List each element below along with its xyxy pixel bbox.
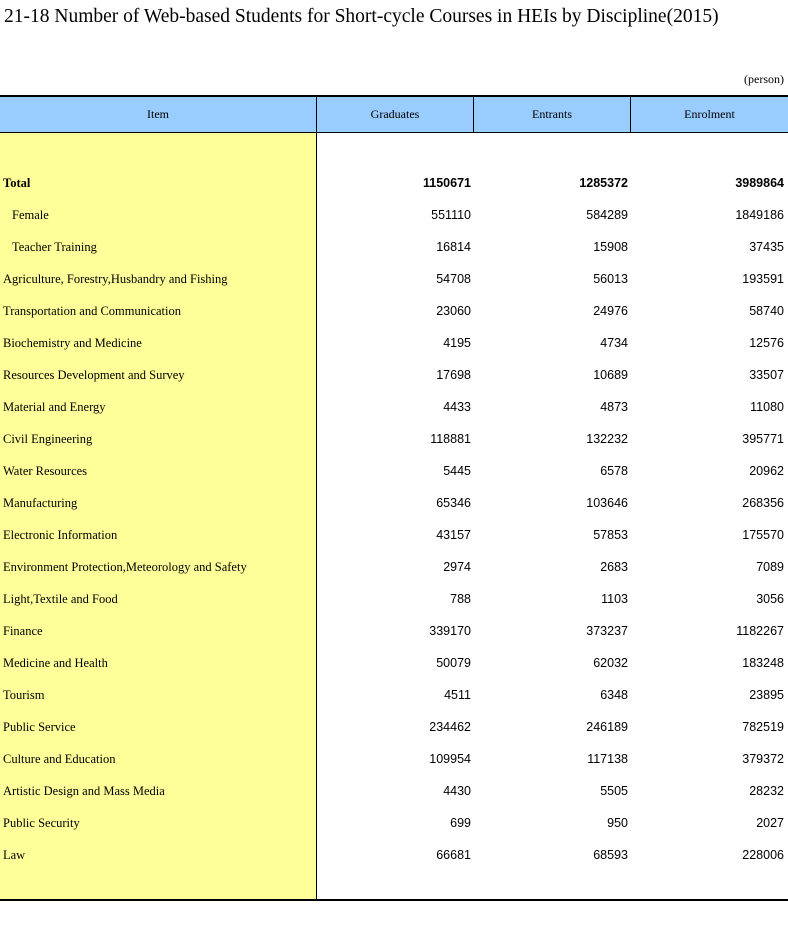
row-item-label: Agriculture, Forestry,Husbandry and Fishing (3, 272, 228, 286)
header-entrants: Entrants (532, 107, 572, 121)
cell-enrolment: 20962 (749, 464, 784, 478)
cell-graduates: 17698 (436, 368, 471, 382)
cell-graduates: 699 (450, 816, 471, 830)
header-divider (630, 97, 631, 132)
table-row (0, 679, 788, 711)
cell-enrolment: 3056 (756, 592, 784, 606)
row-item-label: Electronic Information (3, 528, 118, 542)
header-enrolment: Enrolment (684, 107, 735, 121)
table-header (0, 97, 788, 133)
cell-enrolment: 28232 (749, 784, 784, 798)
row-item-label: Artistic Design and Mass Media (3, 784, 165, 798)
row-item-label: Teacher Training (12, 240, 97, 254)
row-item-label: Water Resources (3, 464, 88, 478)
cell-enrolment: 11080 (750, 400, 784, 414)
table-row (0, 647, 788, 679)
header-item: Item (147, 107, 169, 121)
row-item-label: Finance (3, 624, 43, 638)
table-row (0, 775, 788, 807)
cell-entrants: 246189 (586, 720, 628, 734)
table-row (0, 263, 788, 295)
cell-enrolment: 12576 (749, 336, 784, 350)
table-row (0, 295, 788, 327)
cell-entrants: 57853 (593, 528, 628, 542)
cell-graduates: 4511 (444, 688, 471, 702)
table-row (0, 167, 788, 199)
row-item-label: Resources Development and Survey (3, 368, 185, 382)
table-row (0, 359, 788, 391)
cell-graduates: 5445 (443, 464, 471, 478)
table-row (0, 551, 788, 583)
table-row (0, 423, 788, 455)
table-row (0, 711, 788, 743)
page-title: 21-18 Number of Web-based Students for Short-cycle Courses in HEIs by Discipline(2015) (4, 6, 719, 27)
cell-entrants: 373237 (586, 624, 628, 638)
cell-graduates: 50079 (436, 656, 471, 670)
cell-entrants: 24976 (593, 304, 628, 318)
cell-graduates: 54708 (436, 272, 471, 286)
cell-graduates: 66681 (436, 848, 471, 862)
cell-graduates: 339170 (429, 624, 471, 638)
cell-entrants: 15908 (593, 240, 628, 254)
cell-entrants: 5505 (600, 784, 628, 798)
cell-graduates: 234462 (429, 720, 471, 734)
cell-graduates: 118881 (430, 432, 471, 446)
row-item-label: Biochemistry and Medicine (3, 336, 142, 350)
cell-enrolment: 23895 (749, 688, 784, 702)
cell-enrolment: 58740 (749, 304, 784, 318)
cell-entrants: 4873 (600, 400, 628, 414)
cell-enrolment: 33507 (749, 368, 784, 382)
cell-entrants: 6348 (600, 688, 628, 702)
table-row (0, 327, 788, 359)
cell-entrants: 2683 (600, 560, 628, 574)
row-item-label: Manufacturing (3, 496, 78, 510)
cell-entrants: 1285372 (579, 176, 628, 190)
cell-enrolment: 37435 (749, 240, 784, 254)
row-item-label: Material and Energy (3, 400, 106, 414)
cell-entrants: 103646 (586, 496, 628, 510)
cell-entrants: 10689 (593, 368, 628, 382)
table-row (0, 199, 788, 231)
cell-enrolment: 183248 (742, 656, 784, 670)
row-item-label: Environment Protection,Meteorology and Safety (3, 560, 247, 574)
cell-graduates: 109954 (429, 752, 471, 766)
cell-enrolment: 782519 (742, 720, 784, 734)
table-row (0, 807, 788, 839)
cell-entrants: 62032 (593, 656, 628, 670)
cell-graduates: 4430 (443, 784, 471, 798)
cell-entrants: 950 (607, 816, 628, 830)
header-divider (316, 97, 317, 132)
cell-graduates: 4195 (443, 336, 471, 350)
cell-enrolment: 7089 (756, 560, 784, 574)
cell-enrolment: 3989864 (735, 176, 784, 190)
cell-entrants: 132232 (586, 432, 628, 446)
header-divider (473, 97, 474, 132)
cell-graduates: 16814 (436, 240, 471, 254)
header-graduates: Graduates (370, 107, 420, 121)
cell-entrants: 1103 (601, 592, 628, 606)
table-row (0, 455, 788, 487)
table-row (0, 743, 788, 775)
unit-label: (person) (744, 72, 784, 86)
cell-entrants: 68593 (593, 848, 628, 862)
cell-enrolment: 379372 (742, 752, 784, 766)
row-item-label: Public Service (3, 720, 76, 734)
row-item-label: Transportation and Communication (3, 304, 181, 318)
cell-enrolment: 1849186 (735, 208, 784, 222)
cell-entrants: 4734 (600, 336, 628, 350)
cell-enrolment: 228006 (742, 848, 784, 862)
data-table (0, 95, 788, 901)
cell-enrolment: 268356 (742, 496, 784, 510)
table-row (0, 519, 788, 551)
cell-enrolment: 2027 (756, 816, 784, 830)
cell-graduates: 23060 (436, 304, 471, 318)
cell-enrolment: 1182267 (736, 624, 784, 638)
row-item-label: Light,Textile and Food (3, 592, 118, 606)
cell-entrants: 56013 (593, 272, 628, 286)
row-item-label: Law (3, 848, 26, 862)
table-row (0, 583, 788, 615)
cell-entrants: 6578 (600, 464, 628, 478)
table-row (0, 391, 788, 423)
table-row (0, 487, 788, 519)
cell-graduates: 65346 (436, 496, 471, 510)
table-row (0, 231, 788, 263)
row-item-label: Tourism (3, 688, 45, 702)
cell-graduates: 788 (450, 592, 471, 606)
cell-graduates: 2974 (443, 560, 471, 574)
row-item-label: Civil Engineering (3, 432, 93, 446)
row-item-label: Total (3, 176, 31, 190)
cell-enrolment: 395771 (742, 432, 784, 446)
cell-graduates: 4433 (443, 400, 471, 414)
cell-graduates: 43157 (436, 528, 471, 542)
cell-entrants: 117138 (587, 752, 628, 766)
row-item-label: Public Security (3, 816, 80, 830)
row-item-label: Culture and Education (3, 752, 116, 766)
cell-enrolment: 193591 (742, 272, 784, 286)
cell-graduates: 551110 (431, 208, 471, 222)
cell-graduates: 1150671 (423, 176, 471, 190)
cell-entrants: 584289 (586, 208, 628, 222)
row-item-label: Female (12, 208, 49, 222)
table-row (0, 615, 788, 647)
row-item-label: Medicine and Health (3, 656, 108, 670)
table-row (0, 839, 788, 871)
cell-enrolment: 175570 (742, 528, 784, 542)
